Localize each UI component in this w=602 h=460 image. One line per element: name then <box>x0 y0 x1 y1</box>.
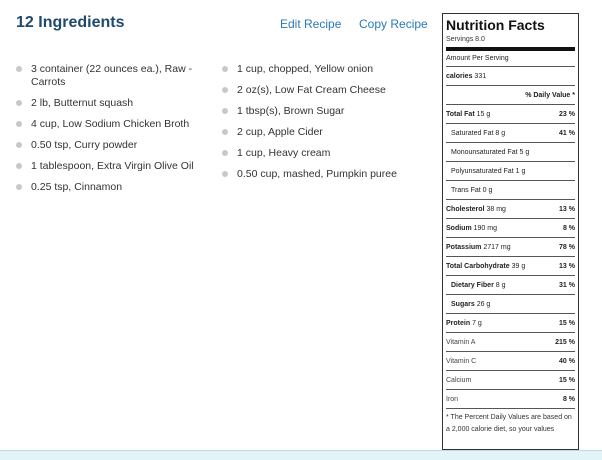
ingredient-text: 1 tbsp(s), Brown Sugar <box>237 105 345 117</box>
ingredient-text: 4 cup, Low Sodium Chicken Broth <box>31 118 190 130</box>
nutrient-label: Sugars <box>451 300 475 308</box>
ingredient-text: 0.50 tsp, Curry powder <box>31 139 138 151</box>
nutrient-name-amount <box>446 396 458 403</box>
nutrient-daily-value: 215 % <box>555 338 575 346</box>
nutrient-label: Vitamin A <box>446 338 476 346</box>
nutrient-name-amount <box>446 339 475 346</box>
nutrient-amount: 26 g <box>476 300 491 308</box>
nutrient-label: Monounsaturated Fat <box>451 148 518 156</box>
nutrient-label: Polyunsaturated Fat <box>451 167 514 175</box>
bullet-icon <box>222 150 228 156</box>
nutrient-amount: 7 g <box>472 319 482 327</box>
nutrient-name-amount <box>451 149 529 156</box>
nutrient-name-amount <box>446 358 476 365</box>
calories-row <box>446 66 575 85</box>
ingredient-item <box>16 181 206 194</box>
nutrient-label: Protein <box>446 319 471 327</box>
nutrient-name-amount <box>446 111 490 118</box>
nutrient-name-amount <box>451 130 505 137</box>
nutrient-label: Calcium <box>446 376 472 384</box>
daily-value-header-label: % Daily Value * <box>525 91 575 99</box>
nutrient-name-amount <box>446 377 471 384</box>
nutrient-amount: 1 g <box>515 167 526 175</box>
nutrient-row <box>446 294 575 313</box>
nutrient-label: Total Fat <box>446 110 475 118</box>
bullet-icon <box>16 184 22 190</box>
nutrient-daily-value: 31 % <box>559 281 575 289</box>
nutrient-label: Cholesterol <box>446 205 485 213</box>
bullet-icon <box>16 142 22 148</box>
amount-per-serving-label: Amount Per Serving <box>446 55 509 62</box>
nutrient-row <box>446 104 575 123</box>
ingredient-item <box>222 105 422 118</box>
nutrient-label: Potassium <box>446 243 482 251</box>
ingredient-item <box>16 97 206 110</box>
ingredient-item <box>16 160 206 173</box>
nutrient-name-amount <box>446 263 525 270</box>
daily-value-header <box>446 85 575 104</box>
nutrient-amount: 15 g <box>476 110 491 118</box>
copy-recipe-link[interactable]: Copy Recipe <box>359 17 428 31</box>
nutrient-row <box>446 123 575 142</box>
ingredient-item <box>16 118 206 131</box>
nutrient-daily-value: 40 % <box>559 357 575 365</box>
nutrient-amount: 5 g <box>519 148 530 156</box>
nutrient-row <box>446 237 575 256</box>
bullet-icon <box>222 171 228 177</box>
nutrient-row <box>446 161 575 180</box>
ingredient-text: 3 container (22 ounces ea.), Raw - Carrots <box>31 63 193 88</box>
nutrient-label: Trans Fat <box>451 186 481 194</box>
nutrient-daily-value: 13 % <box>559 262 575 270</box>
bullet-icon <box>16 100 22 106</box>
bullet-icon <box>16 66 22 72</box>
bullet-icon <box>222 87 228 93</box>
nutrient-rows <box>446 104 575 408</box>
ingredient-text: 0.50 cup, mashed, Pumpkin puree <box>237 168 397 180</box>
bullet-icon <box>222 108 228 114</box>
ingredient-item <box>222 147 422 160</box>
nutrient-row <box>446 332 575 351</box>
nutrient-row <box>446 180 575 199</box>
bullet-icon <box>222 129 228 135</box>
nutrient-amount: 38 mg <box>486 205 506 213</box>
nutrient-daily-value: 8 % <box>562 395 575 403</box>
amount-per-serving <box>446 51 575 66</box>
nutrient-row <box>446 370 575 389</box>
nutrient-row <box>446 351 575 370</box>
nutrient-amount: 2717 mg <box>483 243 511 251</box>
nutrient-row <box>446 275 575 294</box>
ingredient-item <box>222 84 422 97</box>
nutrient-row <box>446 142 575 161</box>
ingredient-list-column-2 <box>222 63 422 189</box>
nutrient-name-amount <box>451 168 525 175</box>
nutrition-facts-panel <box>442 13 579 450</box>
ingredient-list-column-1 <box>16 63 206 202</box>
servings-label: Servings 8.0 <box>446 36 485 43</box>
ingredient-text: 2 lb, Butternut squash <box>31 97 134 109</box>
nutrient-row <box>446 218 575 237</box>
nutrient-amount: 0 g <box>482 186 493 194</box>
bullet-icon <box>222 66 228 72</box>
nutrient-amount: 8 g <box>495 281 506 289</box>
ingredient-item <box>16 63 206 89</box>
edit-recipe-link[interactable]: Edit Recipe <box>280 17 342 31</box>
nutrient-label: Saturated Fat <box>451 129 494 137</box>
nutrient-label: Iron <box>446 395 459 403</box>
nutrient-daily-value: 41 % <box>559 129 575 137</box>
calories-label: calories <box>446 72 473 80</box>
nutrient-name-amount <box>446 225 497 232</box>
ingredients-title: 12 Ingredients <box>16 14 125 31</box>
nutrient-daily-value: 15 % <box>559 319 575 327</box>
nutrient-daily-value: 23 % <box>559 110 575 118</box>
nutrient-amount: 39 g <box>511 262 526 270</box>
ingredient-text: 1 tablespoon, Extra Virgin Olive Oil <box>31 160 194 172</box>
nutrient-daily-value: 15 % <box>559 376 575 384</box>
nutrient-row <box>446 256 575 275</box>
nutrient-label: Total Carbohydrate <box>446 262 510 270</box>
nutrient-row <box>446 199 575 218</box>
nutrient-name-amount <box>451 187 492 194</box>
ingredient-text: 2 cup, Apple Cider <box>237 126 323 138</box>
nutrient-label: Dietary Fiber <box>451 281 494 289</box>
nutrition-facts-title: Nutrition Facts <box>446 17 545 33</box>
nutrient-daily-value: 13 % <box>559 205 575 213</box>
nutrient-amount: 8 g <box>495 129 506 137</box>
nutrient-name-amount <box>451 301 490 308</box>
nutrient-amount: 190 mg <box>473 224 497 232</box>
ingredient-item <box>222 168 422 181</box>
nutrient-row <box>446 313 575 332</box>
calories-value: 331 <box>474 72 487 80</box>
ingredient-item <box>222 126 422 139</box>
ingredient-item <box>16 139 206 152</box>
bottom-band <box>0 450 602 460</box>
nutrient-name-amount <box>446 320 482 327</box>
ingredient-text: 1 cup, Heavy cream <box>237 147 331 159</box>
ingredient-text: 2 oz(s), Low Fat Cream Cheese <box>237 84 386 96</box>
nutrient-label: Vitamin C <box>446 357 477 365</box>
bullet-icon <box>16 163 22 169</box>
ingredient-text: 0.25 tsp, Cinnamon <box>31 181 123 193</box>
nutrient-name-amount <box>446 206 506 213</box>
footnote: * The Percent Daily Values are based on a 2,000 calorie diet, so your values <box>446 408 575 436</box>
nutrient-name-amount <box>451 282 505 289</box>
nutrient-row <box>446 389 575 408</box>
ingredient-text: 1 cup, chopped, Yellow onion <box>237 63 374 75</box>
ingredient-item <box>222 63 422 76</box>
nutrient-name-amount <box>446 244 511 251</box>
nutrient-daily-value: 78 % <box>559 243 575 251</box>
nutrient-label: Sodium <box>446 224 472 232</box>
nutrient-daily-value: 8 % <box>562 224 575 232</box>
bullet-icon <box>16 121 22 127</box>
